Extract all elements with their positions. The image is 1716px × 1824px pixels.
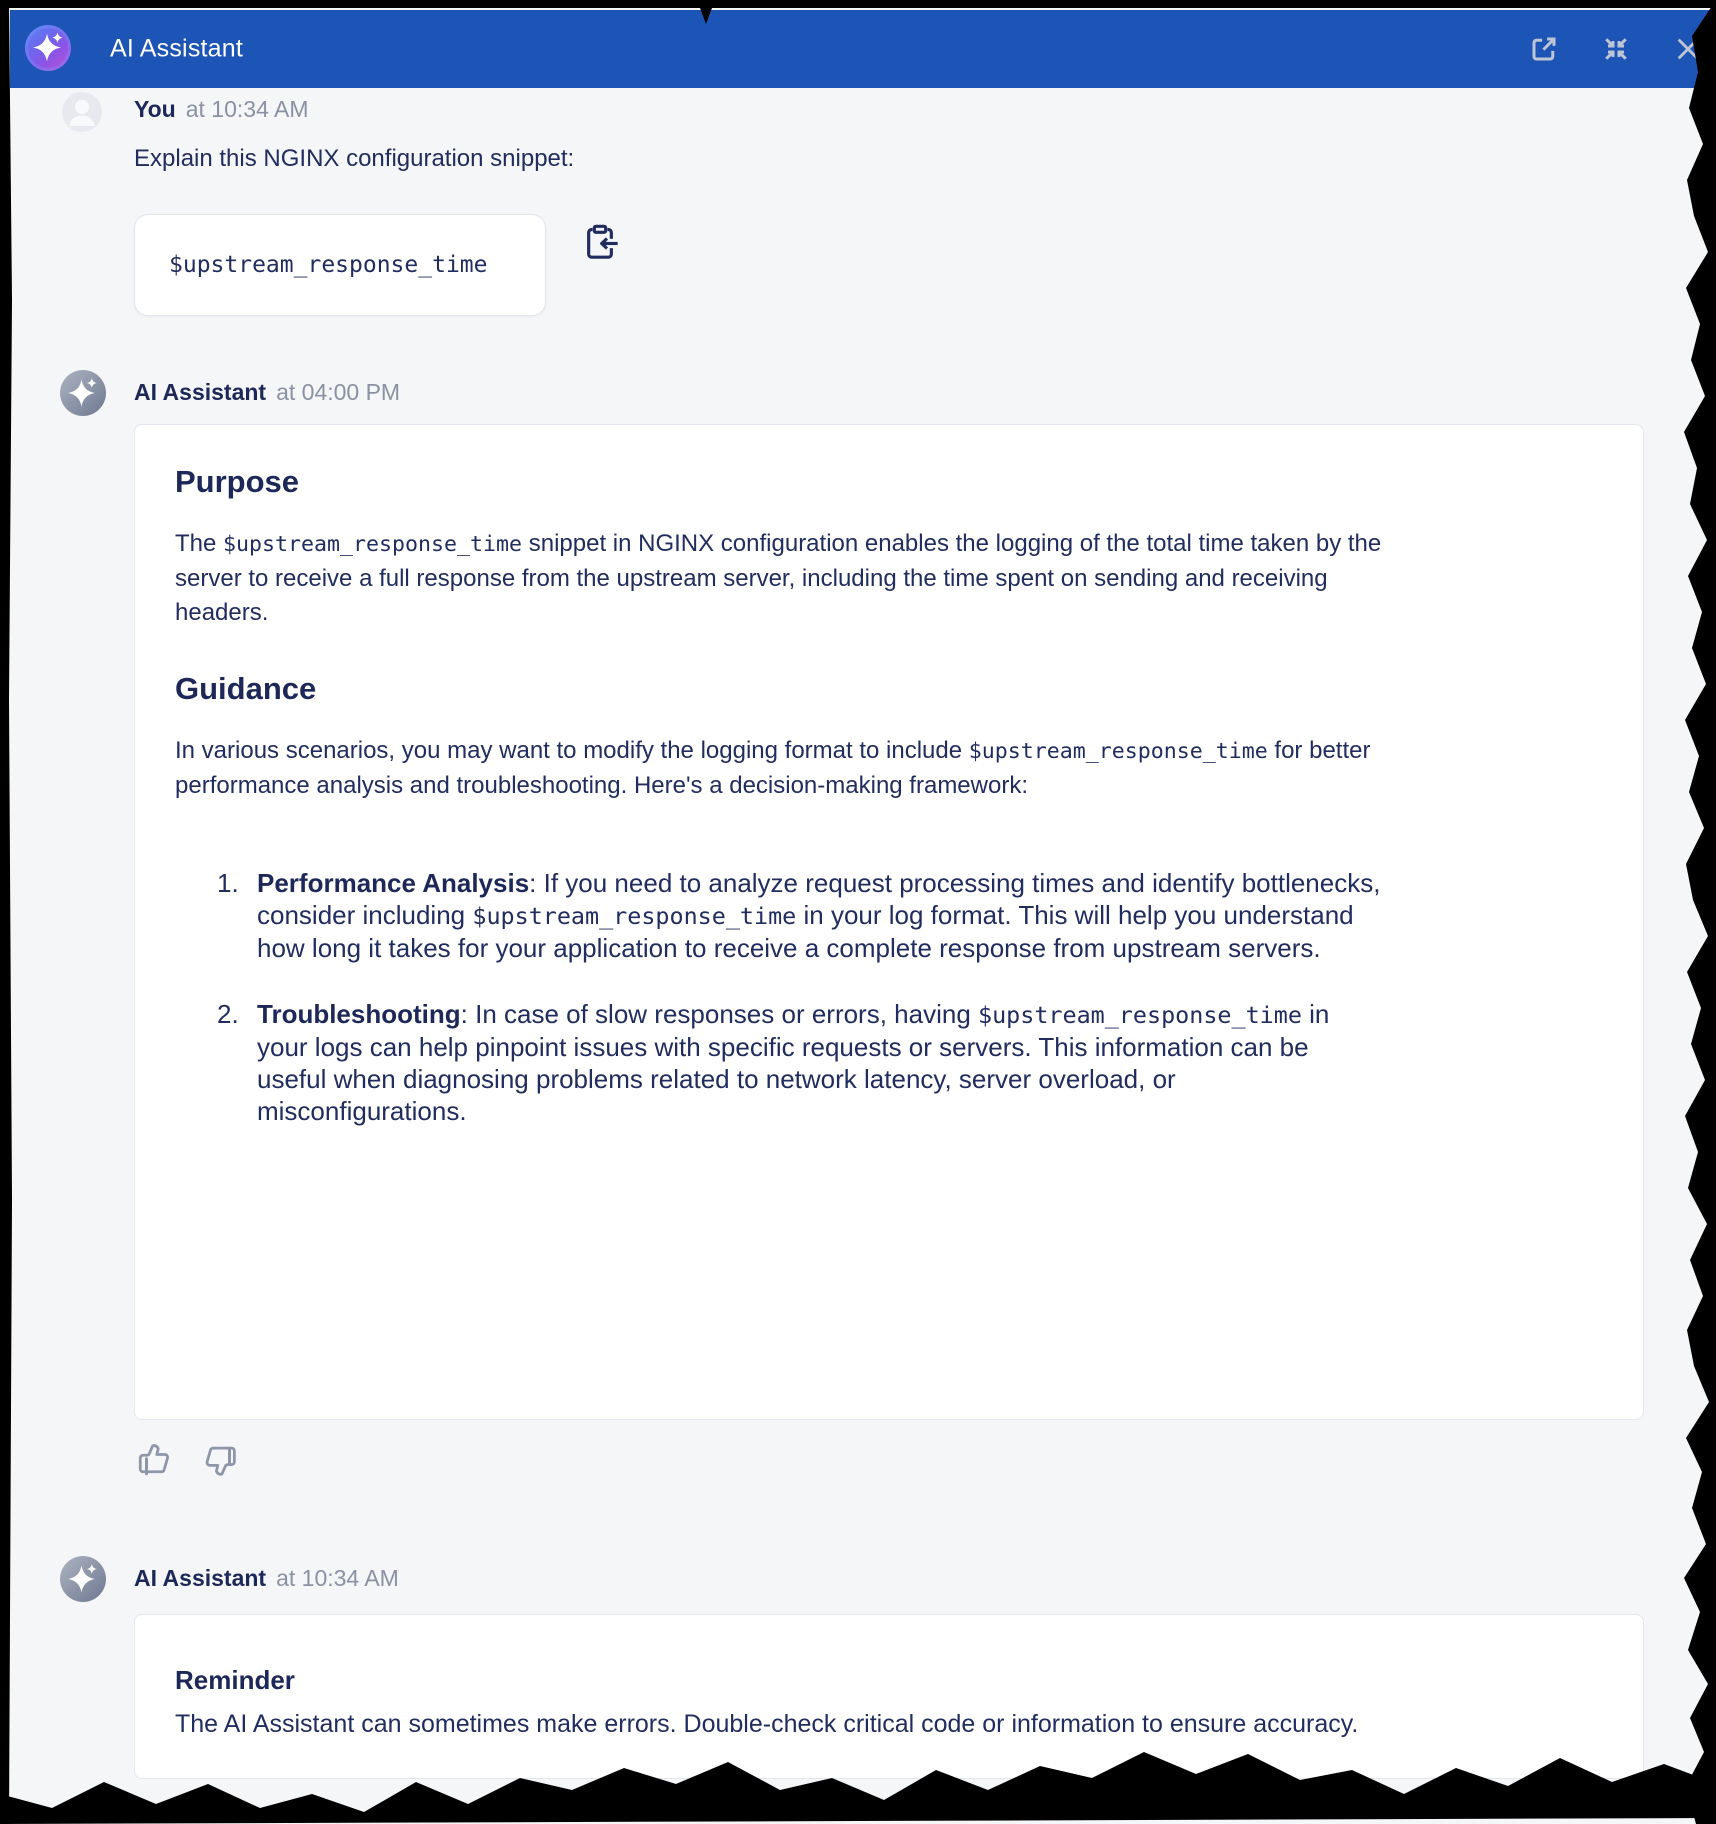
- open-in-new-window-button[interactable]: [1528, 33, 1560, 65]
- collapse-panel-button[interactable]: [1600, 33, 1632, 65]
- paste-from-clipboard-icon: [580, 222, 620, 262]
- reminder-card: [134, 1614, 1644, 1779]
- list-item-number: 1.: [217, 868, 239, 898]
- collapse-panel-icon: [1601, 34, 1631, 64]
- message-timestamp: at 10:34 AM: [185, 96, 309, 122]
- chat-thread: [10, 88, 1706, 1779]
- reminder-title: Reminder: [175, 1665, 295, 1695]
- close-button[interactable]: [1672, 33, 1704, 65]
- message-timestamp: at 04:00 PM: [276, 379, 401, 405]
- message-header: [134, 1556, 1706, 1602]
- list-item: [217, 867, 1382, 964]
- guidance-paragraph: In various scenarios, you may want to modify the logging format to include $upstream_response_time for better performance analysis and troubleshooting. Here's a decision-making framework:: [175, 737, 1371, 799]
- ai-response-message: [10, 370, 1706, 1482]
- purpose-paragraph: The $upstream_response_time snippet in NGINX configuration enables the logging of the total time taken by the server to receive a full response from the upstream server, including the time spent on sending and receiving headers.: [175, 530, 1382, 626]
- thumbs-down-button[interactable]: [202, 1442, 242, 1482]
- list-item-text: Performance Analysis: If you need to analyze request processing times and identify bottlenecks, consider including $upstream_response_time in your log format. This will help you understand how long it takes for your application to receive a complete response from upstream servers.: [257, 868, 1381, 963]
- code-snippet-text: $upstream_response_time: [169, 252, 488, 278]
- message-header: [134, 370, 1706, 416]
- code-snippet-row: [134, 214, 1706, 316]
- message-header: [134, 88, 1706, 128]
- reminder-body: The AI Assistant can sometimes make errors. Double-check critical code or information to ensure accuracy.: [175, 1710, 1359, 1738]
- user-message-text: Explain this NGINX configuration snippet:: [134, 145, 575, 172]
- open-in-new-window-icon: [1529, 34, 1559, 64]
- list-item: [217, 998, 1382, 1127]
- ai-reminder-message: [10, 1556, 1706, 1779]
- thumbs-up-button[interactable]: [134, 1442, 174, 1482]
- ai-response-card: [134, 424, 1644, 1420]
- author-name: AI Assistant: [134, 1565, 267, 1591]
- ai-assistant-avatar: [60, 1556, 106, 1602]
- close-icon: [1674, 35, 1702, 63]
- guidance-heading: Guidance: [175, 671, 317, 706]
- user-message: [10, 88, 1706, 316]
- header-actions: [1528, 10, 1704, 88]
- code-snippet-chip: [134, 214, 546, 316]
- feedback-actions: [134, 1442, 1706, 1482]
- ai-assistant-logo-icon: [25, 25, 71, 71]
- thumbs-down-icon: [204, 1443, 240, 1479]
- list-item-text: Troubleshooting: In case of slow responses or errors, having $upstream_response_time in your logs can help pinpoint issues with specific requests or servers. This information can be useful when diagnosing problems related to network latency, server overload, or misconfigurations.: [257, 999, 1330, 1126]
- message-timestamp: at 10:34 AM: [276, 1565, 399, 1591]
- author-name: AI Assistant: [134, 379, 267, 405]
- list-item-number: 2.: [217, 999, 239, 1029]
- author-name: You: [134, 96, 176, 122]
- purpose-heading: Purpose: [175, 464, 300, 499]
- ai-assistant-avatar: [60, 370, 106, 416]
- panel-title: AI Assistant: [110, 34, 244, 63]
- paste-from-clipboard-button[interactable]: [580, 222, 620, 265]
- panel-header: [10, 10, 1716, 88]
- thumbs-up-icon: [136, 1443, 172, 1479]
- user-avatar: [62, 92, 102, 132]
- decision-framework-list: [175, 867, 1603, 1127]
